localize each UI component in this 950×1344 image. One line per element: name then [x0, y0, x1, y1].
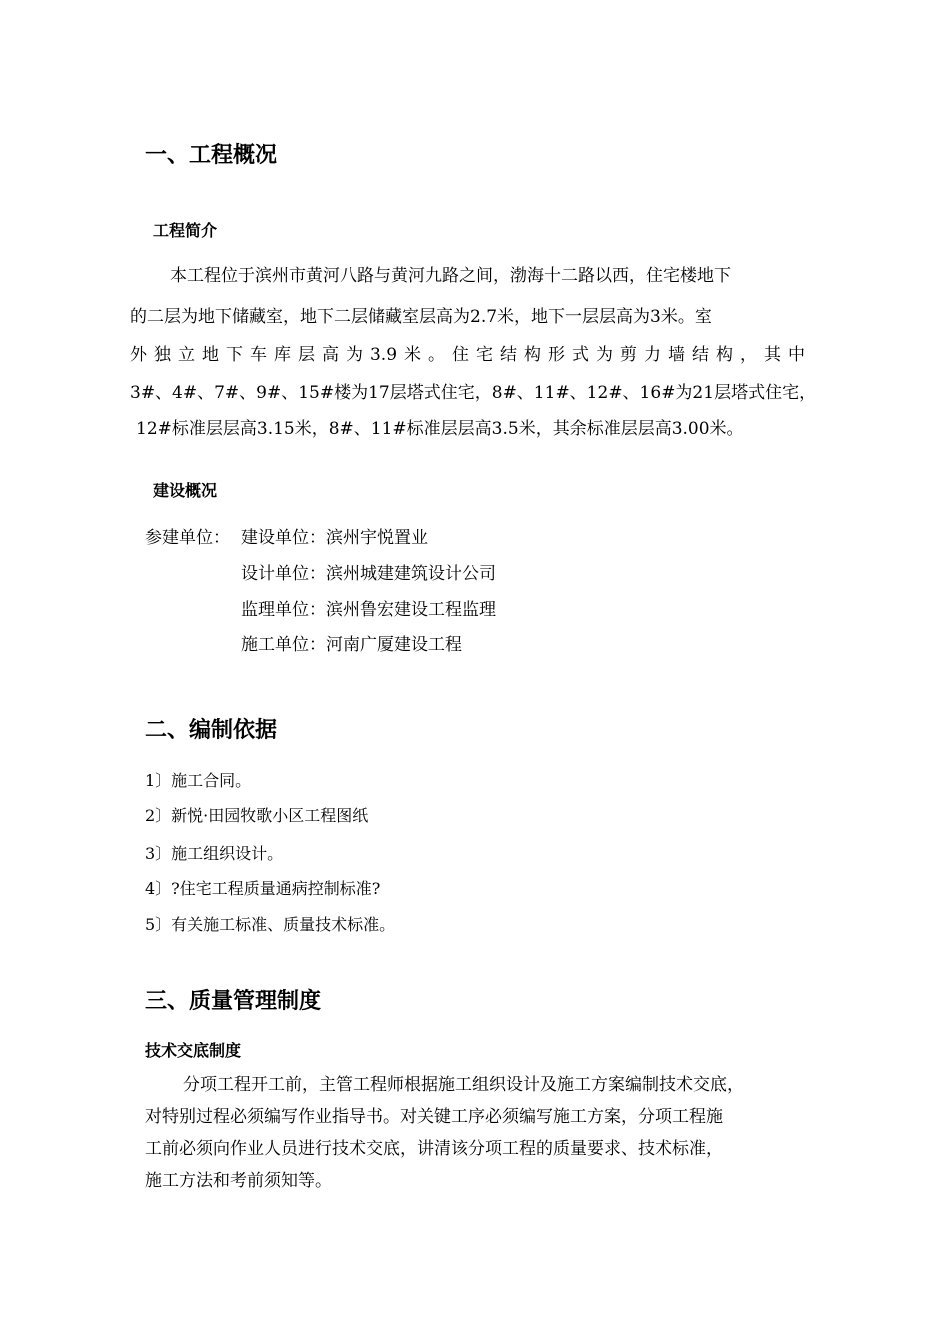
participating-units-label: 参建单位：: [145, 528, 230, 548]
section-1-title: 一、工程概况: [145, 143, 278, 168]
project-intro-line-3: 外独立地下车库层高为3.9米。住宅结构形式为剪力墙结构，其中: [130, 345, 805, 365]
technical-briefing-line-1: 分项工程开工前，主管工程师根据施工组织设计及施工方案编制技术交底，: [183, 1075, 744, 1095]
basis-item-2: 2〕新悦·田园牧歌小区工程图纸: [145, 806, 369, 825]
project-intro-heading: 工程简介: [153, 221, 218, 240]
technical-briefing-line-4: 施工方法和考前须知等。: [145, 1171, 332, 1191]
technical-briefing-line-2: 对特别过程必须编写作业指导书。对关键工序必须编写施工方案，分项工程施: [145, 1107, 723, 1127]
technical-briefing-heading: 技术交底制度: [145, 1041, 242, 1060]
construction-overview-heading: 建设概况: [153, 481, 218, 500]
unit-supervisor: 监理单位：滨州鲁宏建设工程监理: [241, 600, 496, 620]
unit-designer: 设计单位：滨州城建建筑设计公司: [241, 564, 496, 584]
project-intro-line-1: 本工程位于滨州市黄河八路与黄河九路之间，渤海十二路以西，住宅楼地下: [170, 266, 731, 286]
basis-item-1: 1〕施工合同。: [145, 771, 252, 790]
section-3-title: 三、质量管理制度: [145, 989, 322, 1014]
unit-developer: 建设单位：滨州宇悦置业: [241, 528, 428, 548]
basis-item-4: 4〕?住宅工程质量通病控制标准?: [145, 879, 381, 898]
technical-briefing-line-3: 工前必须向作业人员进行技术交底，讲清该分项工程的质量要求、技术标准，: [145, 1139, 723, 1159]
basis-item-3: 3〕施工组织设计。: [145, 844, 284, 863]
basis-item-5: 5〕有关施工标准、质量技术标准。: [145, 915, 396, 934]
project-intro-line-2: 的二层为地下储藏室，地下二层储藏室层高为2.7米，地下一层层高为3米。室: [130, 307, 712, 327]
project-intro-line-5: 12#标准层层高3.15米，8#、11#标准层层高3.5米，其余标准层层高3.00米。: [136, 419, 744, 439]
section-2-title: 二、编制依据: [145, 718, 278, 743]
unit-contractor: 施工单位：河南广厦建设工程: [241, 635, 462, 655]
project-intro-line-4: 3#、4#、7#、9#、15#楼为17层塔式住宅，8#、11#、12#、16#为21层塔式住宅，: [130, 383, 817, 403]
